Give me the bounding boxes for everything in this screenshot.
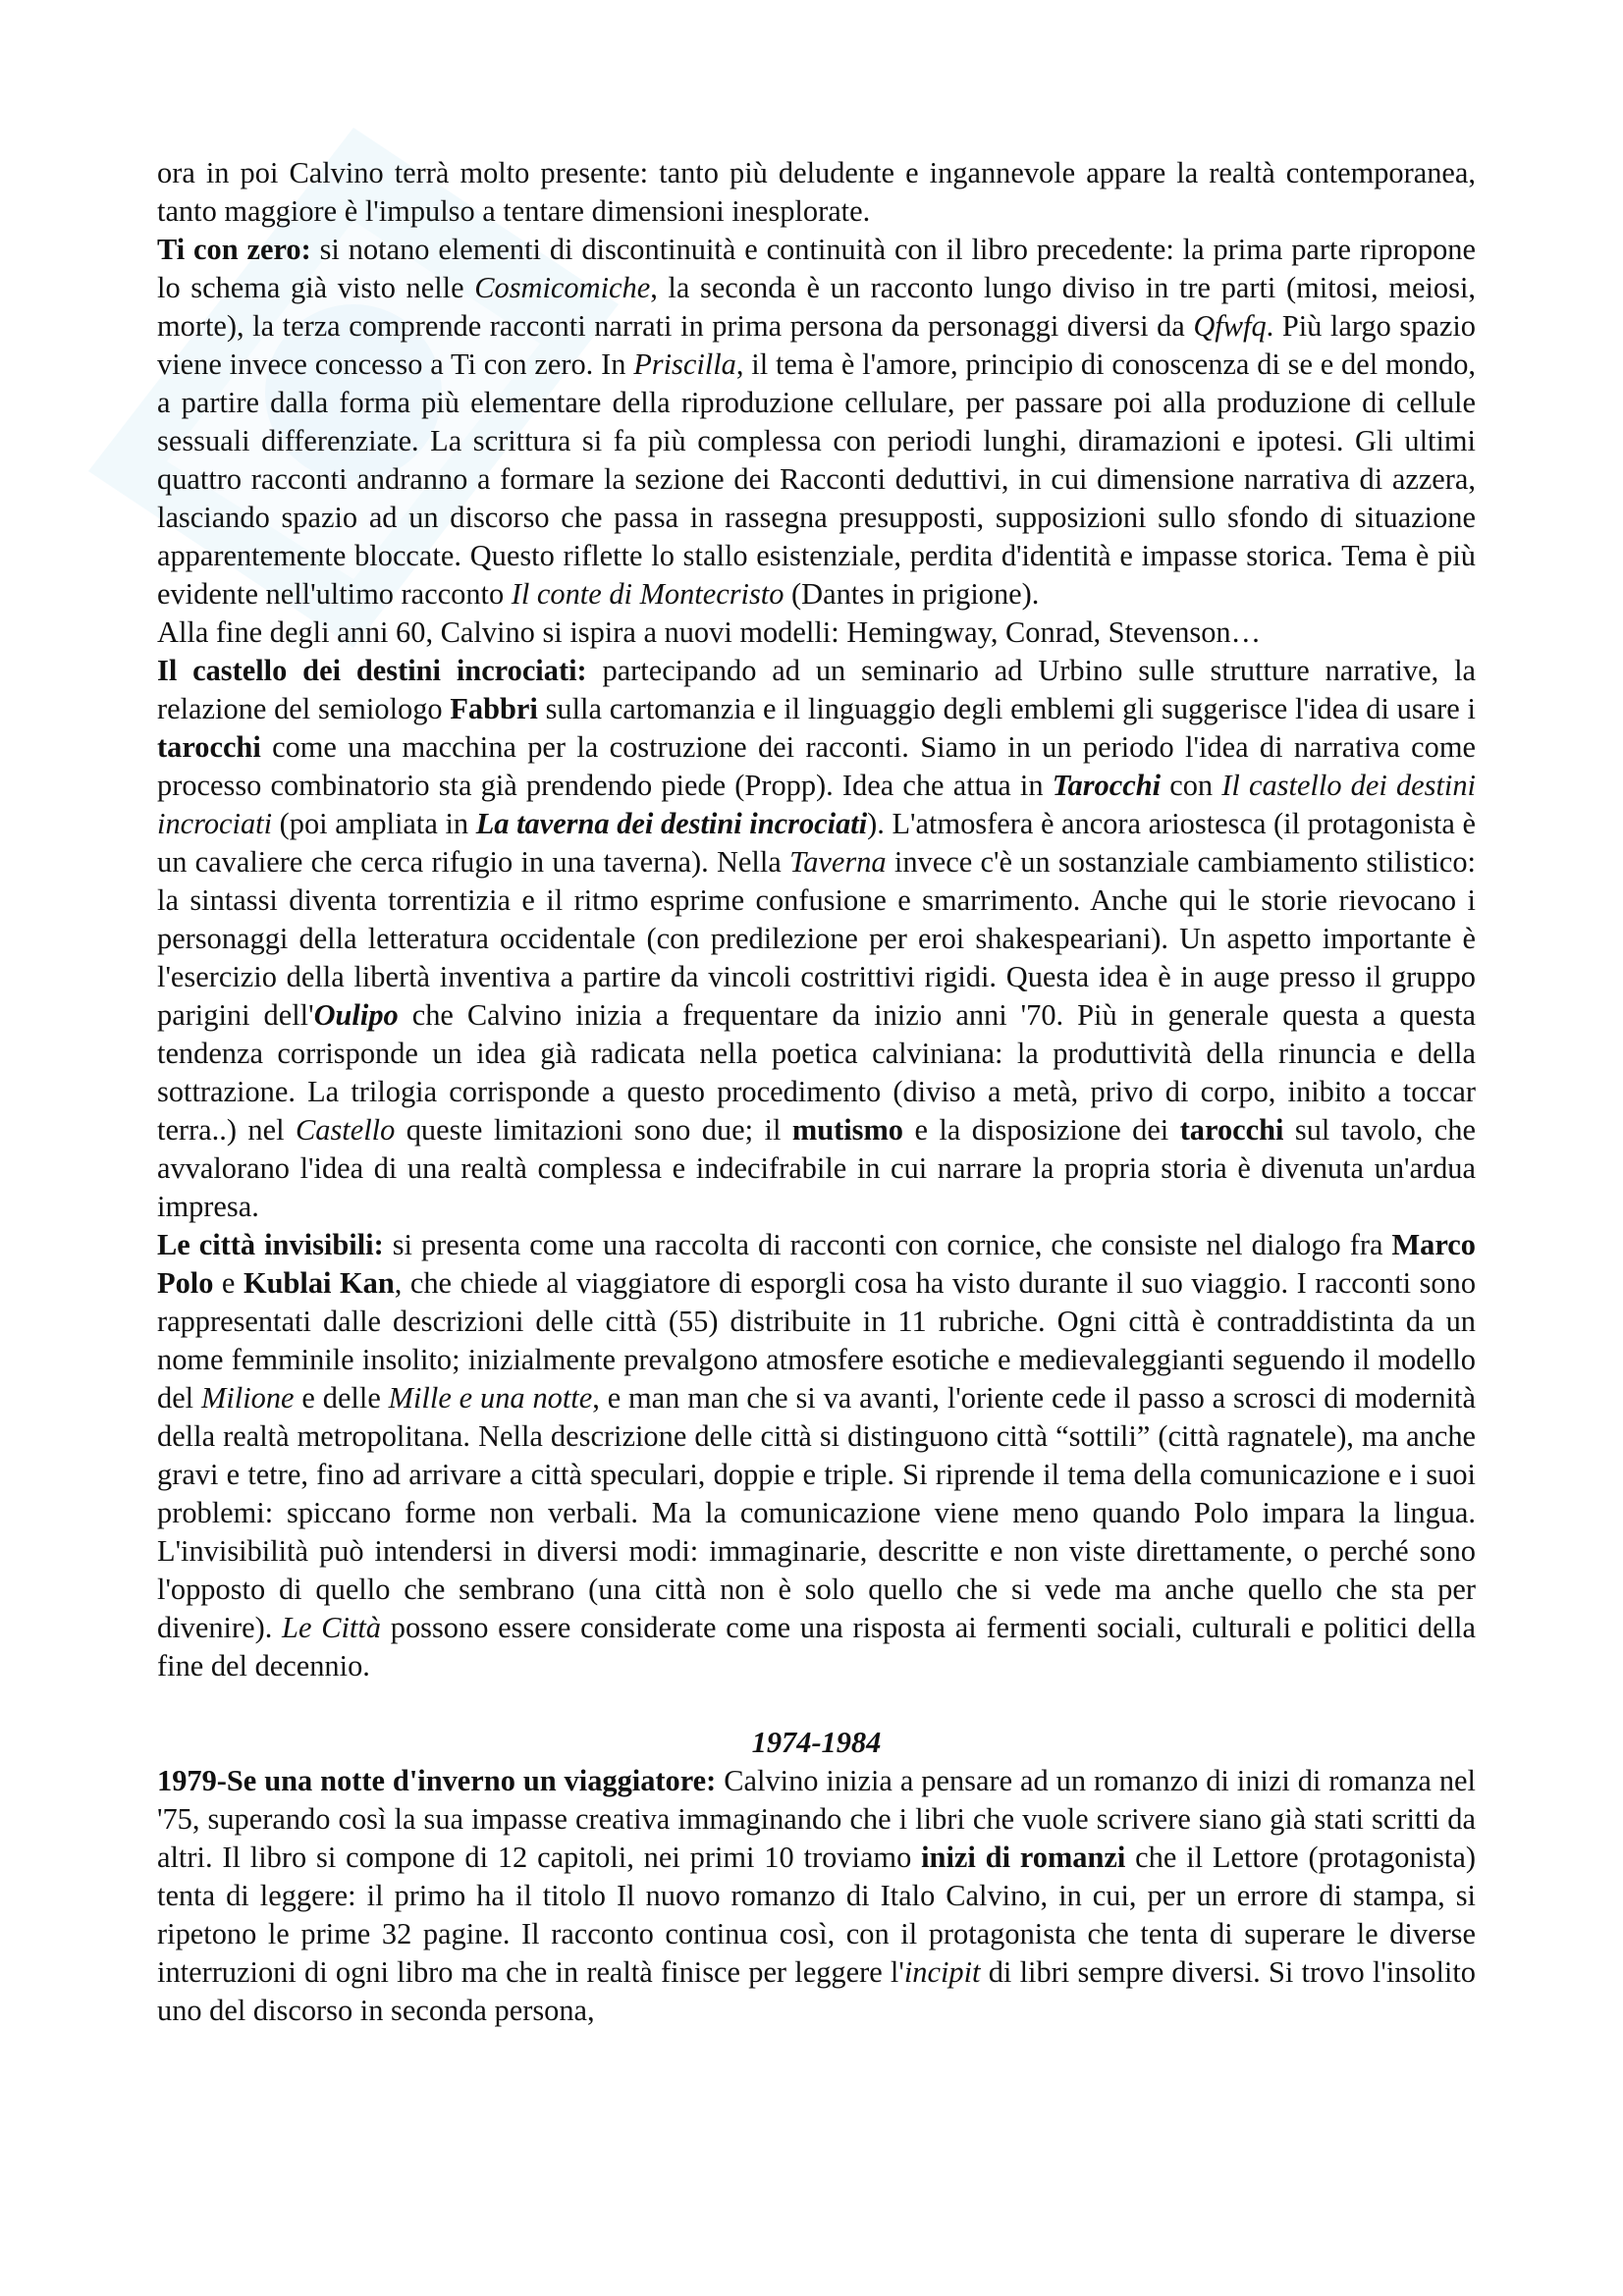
italic-run: Priscilla bbox=[633, 347, 736, 381]
italic-run: Le Città bbox=[282, 1611, 381, 1644]
bold-run: 1979-Se una notte d'inverno un viaggiatore: bbox=[157, 1764, 717, 1797]
text-run: (poi ampliata in bbox=[272, 807, 476, 840]
text-run: di libri sempre diversi. Si trovo l'insolito uno del discorso in seconda persona, bbox=[157, 1955, 1477, 2027]
bold-run: tarocchi bbox=[1179, 1113, 1284, 1147]
text-run: invece c'è un sostanziale cambiamento stilistico: la sintassi diventa torrentizia e il ritmo esprime confusione e smarrimento. Anche qui le storie rievocano i personaggi della letteratura occidentale (con predilezione per eroi shakespeariani). Un aspetto importante è l'esercizio della libertà inventiva a partire da vincoli costrittivi rigidi. Questa idea è in auge presso il gruppo parigini dell' bbox=[157, 845, 1476, 1032]
text-run: e la disposizione dei bbox=[903, 1113, 1180, 1147]
italic-run: Il conte di Montecristo bbox=[511, 577, 784, 611]
italic-run: Taverna bbox=[789, 845, 887, 879]
bold-italic-run: Oulipo bbox=[313, 998, 399, 1032]
bold-run: mutismo bbox=[791, 1113, 903, 1147]
text-run: , il tema è l'amore, principio di conoscenza di se e del mondo, a partire dalla forma più elementare della riproduzione cellulare, per passare poi alla produzione di cellule sessuali differenziate. La scrittura si fa più complessa con periodi lunghi, diramazioni e ipotesi. Gli ultimi quattro racconti andranno a formare la sezione dei Racconti deduttivi, in cui dimensione narrativa di azzera, lasciando spazio ad un discorso che passa in rassegna presupposti, supposizioni sullo sfondo di situazione apparentemente bloccate. Questo riflette lo stallo esistenziale, perdita d'identità e impasse storica. Tema è più evidente nell'ultimo racconto bbox=[157, 347, 1476, 611]
bold-run: Fabbri bbox=[450, 692, 538, 725]
text-run: come una macchina per la costruzione dei racconti. Siamo in un periodo l'idea di narrativa come processo combinatorio sta già prendendo piede (Propp). Idea che attua in bbox=[157, 730, 1476, 802]
text-run: che il Lettore (protagonista) tenta di leggere: il primo ha il titolo Il nuovo romanzo di Italo Calvino, in cui, per un errore di stampa, si ripetono le prime 32 pagine. Il racconto continua così, con il protagonista che tenta di superare le diverse interruzioni di ogni libro ma che in realtà finisce per leggere l' bbox=[157, 1841, 1476, 1989]
text-run: , e man man che si va avanti, l'oriente cede il passo a scrosci di modernità della realtà metropolitana. Nella descrizione delle città si distinguono città “sottili” (città ragnatele), ma anche gravi e tetre, fino ad arrivare a città speculari, doppie e triple. Si riprende il tema della comunicazione e i suoi problemi: spiccano forme non verbali. Ma la comunicazione viene meno quando Polo impara la lingua. L'invisibilità può intendersi in diversi modi: immaginarie, descritte e non viste direttamente, o perché sono l'opposto di quello che sembrano (una città non è solo quello che si vede ma anche quello che sta per divenire). bbox=[157, 1381, 1476, 1644]
para-fine-anni-60 bbox=[157, 614, 1476, 652]
bold-run: tarocchi bbox=[157, 730, 261, 764]
text-run: (Dantes in prigione). bbox=[784, 577, 1040, 611]
bold-run bbox=[476, 807, 867, 840]
bold-run: Le città invisibili: bbox=[157, 1228, 384, 1261]
paragraph-list bbox=[157, 154, 1476, 1685]
text-run: si notano elementi di discontinuità e continuità con il libro precedente: la prima parte ripropone lo schema già visto nelle bbox=[157, 233, 1476, 304]
text-run: sul tavolo, che avvalorano l'idea di una realtà complessa e indecifrabile in cui narrare la propria storia è divenuta un'ardua impresa. bbox=[157, 1113, 1476, 1223]
text-run: ). L'atmosfera è ancora ariostesca (il protagonista è un cavaliere che cerca rifugio in una taverna). Nella bbox=[157, 807, 1476, 879]
bold-italic-run: La taverna dei destini incrociati bbox=[475, 807, 868, 840]
section-paragraph-list bbox=[157, 1762, 1476, 2030]
text-run: Calvino inizia a pensare ad un romanzo di inizi di romanza nel '75, superando così la sua impasse creativa immaginando che i libri che vuole scrivere siano già stati scritti da altri. Il libro si compone di 12 capitoli, nei primi 10 troviamo bbox=[157, 1764, 1476, 1874]
para-citta-invisibili bbox=[157, 1226, 1476, 1685]
para-intro-continuation bbox=[157, 154, 1476, 231]
text-run: e bbox=[213, 1266, 243, 1300]
text-run: e delle bbox=[294, 1381, 389, 1415]
text-run: . Più largo spazio viene invece concesso a Ti con zero. In bbox=[157, 309, 1476, 381]
bold-italic-run: Tarocchi bbox=[1052, 769, 1162, 802]
document-page bbox=[157, 154, 1476, 2030]
text-run: , che chiede al viaggiatore di esporgli cosa ha visto durante il suo viaggio. I racconti sono rappresentati dalle descrizioni delle città (55) distribuite in 11 rubriche. Ogni città è contraddistinta da un nome femminile insolito; inizialmente prevalgono atmosfere esotiche e medievaleggianti seguendo il modello del bbox=[157, 1266, 1477, 1415]
text-run: si presenta come una raccolta di racconti con cornice, che consiste nel dialogo fra bbox=[383, 1228, 1392, 1261]
italic-run: Cosmicomiche bbox=[474, 271, 651, 304]
bold-run: inizi di romanzi bbox=[921, 1841, 1126, 1874]
para-se-una-notte bbox=[157, 1762, 1476, 2030]
bold-run bbox=[314, 998, 399, 1032]
text-run: sulla cartomanzia e il linguaggio degli emblemi gli suggerisce l'idea di usare i bbox=[537, 692, 1476, 725]
text-run: che Calvino inizia a frequentare da inizio anni '70. Più in generale questa a questa tendenza corrisponde un idea già radicata nella poetica calviniana: la produttività della rinuncia e della sottrazione. La trilogia corrisponde a questo procedimento (diviso a metà, privo di corpo, inibito a toccar terra..) nel bbox=[157, 998, 1476, 1147]
text-run: , la seconda è un racconto lungo diviso in tre parti (mitosi, meiosi, morte), la terza comprende racconti narrati in prima persona da personaggi diversi da bbox=[157, 271, 1477, 343]
bold-run: Il castello dei destini incrociati: bbox=[157, 654, 587, 687]
bold-run: Kublai Kan bbox=[243, 1266, 395, 1300]
para-castello-destini bbox=[157, 652, 1476, 1226]
italic-run: Mille e una notte bbox=[388, 1381, 593, 1415]
italic-run: Qfwfq bbox=[1193, 309, 1267, 343]
italic-run: Castello bbox=[295, 1113, 396, 1147]
bold-run: Ti con zero: bbox=[157, 233, 311, 266]
text-run: queste limitazioni sono due; il bbox=[395, 1113, 792, 1147]
bold-run bbox=[1053, 769, 1161, 802]
text-run: Alla fine degli anni 60, Calvino si ispira a nuovi modelli: Hemingway, Conrad, Stevenson… bbox=[157, 615, 1261, 649]
para-ti-con-zero bbox=[157, 231, 1476, 614]
italic-run: Il castello dei destini incrociati bbox=[157, 769, 1476, 840]
italic-run: incipit bbox=[903, 1955, 981, 1989]
italic-run: Milione bbox=[201, 1381, 295, 1415]
text-run: possono essere considerate come una risposta ai fermenti sociali, culturali e politici della fine del decennio. bbox=[157, 1611, 1476, 1682]
text-run: partecipando ad un seminario ad Urbino sulle strutture narrative, la relazione del semiologo bbox=[157, 654, 1476, 725]
text-run: con bbox=[1161, 769, 1222, 802]
bold-run: Marco Polo bbox=[157, 1228, 1476, 1300]
section-heading: 1974-1984 bbox=[751, 1726, 882, 1759]
text-run: ora in poi Calvino terrà molto presente: tanto più deludente e ingannevole appare la realtà contemporanea, tanto maggiore è l'impulso a tentare dimensioni inesplorate. bbox=[157, 156, 1476, 228]
